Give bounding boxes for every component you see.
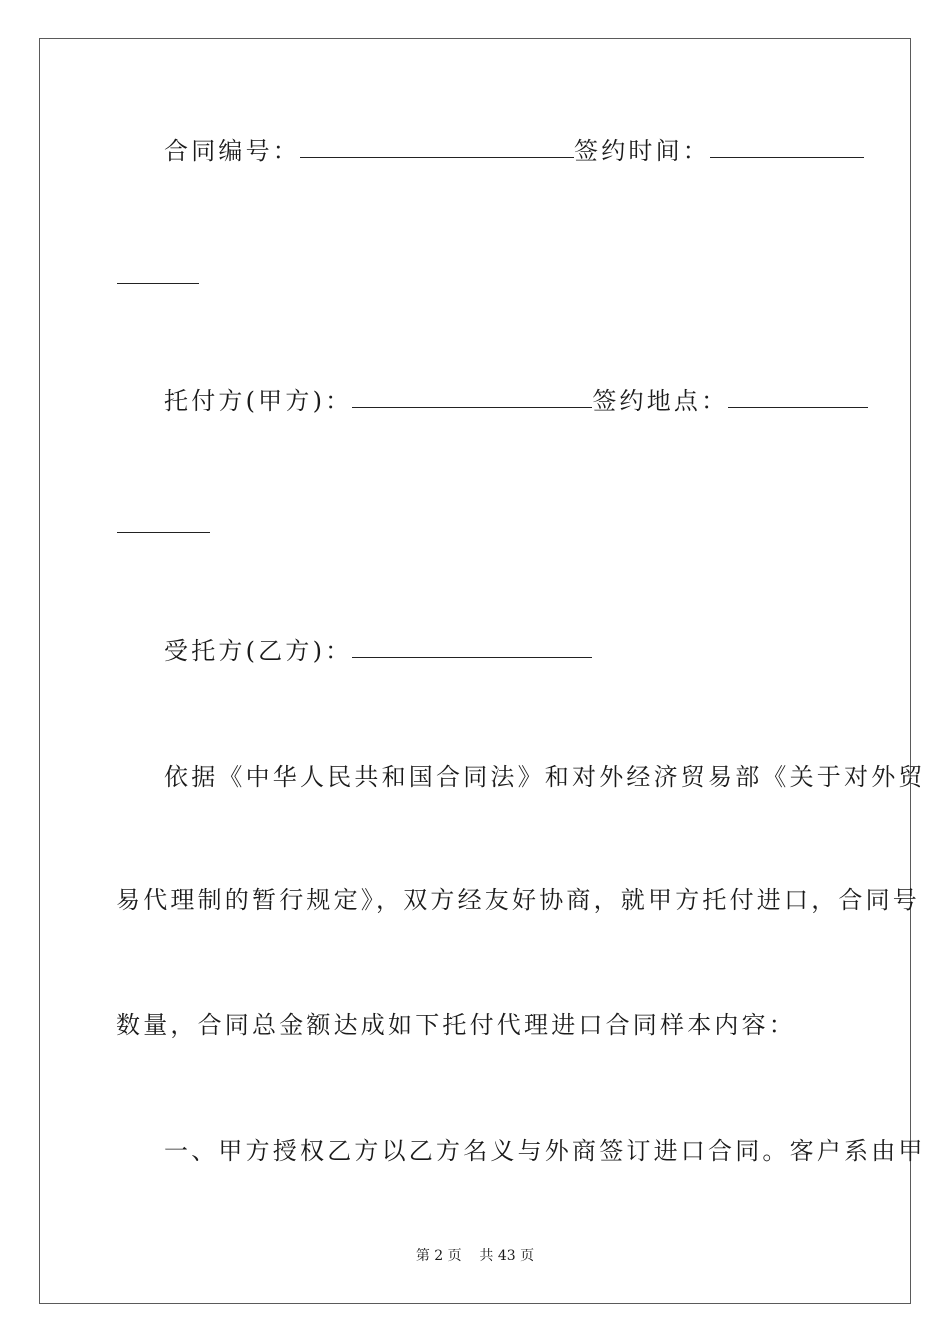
page-indicator: 第 2 页 共 43 页 (415, 1248, 535, 1264)
agent-label: 受托方(乙方)： (164, 637, 353, 665)
signing-time-label: 签约时间： (574, 137, 710, 165)
agent-blank[interactable] (352, 656, 592, 658)
principal-blank[interactable] (352, 406, 592, 408)
page-border (39, 38, 911, 1304)
signing-place-blank-continued[interactable] (117, 531, 210, 533)
principal-label: 托付方(甲方)： (164, 387, 353, 415)
signing-place-label: 签约地点： (592, 387, 729, 415)
signing-time-blank-continued[interactable] (117, 282, 199, 284)
principal-row (164, 386, 868, 416)
signing-place-blank[interactable] (728, 406, 868, 408)
contract-number-label: 合同编号： (164, 137, 300, 165)
contract-number-row (164, 136, 864, 166)
paragraph-1-line-3: 数量，合同总金额达成如下托付代理进口合同样本内容： (116, 1011, 796, 1039)
contract-number-blank[interactable] (300, 156, 574, 158)
paragraph-1-line-2: 易代理制的暂行规定》，双方经友好协商，就甲方托付进口，合同号 (116, 886, 920, 914)
paragraph-1-line-1: 依据《中华人民共和国合同法》和对外经济贸易部《关于对外贸 (164, 763, 926, 791)
agent-row (164, 636, 592, 666)
signing-time-blank[interactable] (710, 156, 864, 158)
paragraph-2-line-1: 一、甲方授权乙方以乙方名义与外商签订进口合同。客户系由甲 (164, 1137, 926, 1165)
